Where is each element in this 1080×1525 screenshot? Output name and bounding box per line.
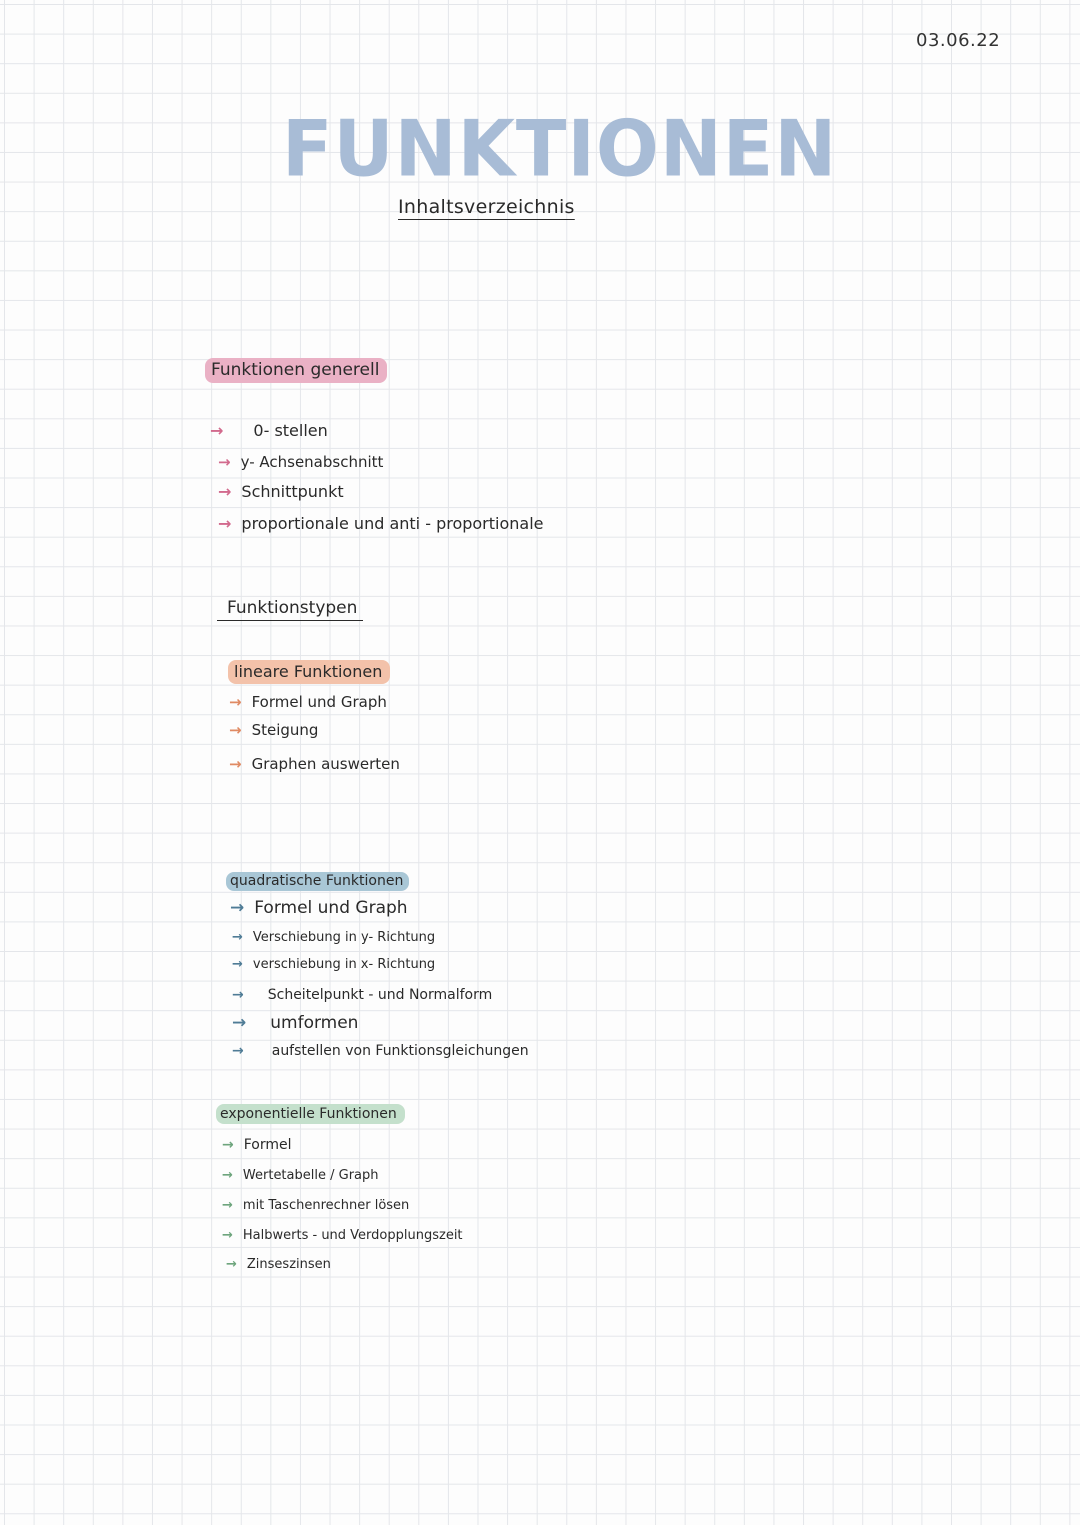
list-item	[222, 1228, 463, 1243]
list-item-label: Graphen auswerten	[251, 755, 400, 773]
arrow-icon: →	[222, 1137, 234, 1153]
arrow-icon: →	[218, 482, 232, 501]
list-item	[218, 514, 544, 533]
list-item	[222, 1137, 292, 1153]
arrow-icon: →	[210, 421, 224, 440]
list-item-label: verschiebung in x- Richtung	[252, 957, 436, 972]
arrow-icon: →	[218, 514, 232, 533]
list-item-label: Steigung	[251, 721, 319, 739]
list-item	[232, 930, 435, 945]
types-heading-label: Funktionstypen	[217, 598, 363, 621]
page-title: FUNKTIONEN	[282, 103, 838, 195]
list-item	[218, 482, 344, 501]
list-item	[210, 421, 328, 440]
list-item-label: umformen	[270, 1013, 359, 1033]
arrow-icon: →	[232, 930, 243, 945]
list-item-label: y- Achsenabschnitt	[240, 453, 384, 471]
arrow-icon: →	[229, 693, 242, 711]
list-item-label: Scheitelpunkt - und Normalform	[267, 987, 493, 1003]
list-item	[229, 721, 318, 739]
list-item	[232, 1013, 358, 1033]
list-item-label: Formel und Graph	[251, 693, 387, 711]
arrow-icon: →	[229, 755, 242, 773]
section-types-heading	[217, 598, 363, 618]
section-exponential-heading	[216, 1103, 405, 1124]
list-item-label: Verschiebung in y- Richtung	[252, 930, 436, 945]
arrow-icon: →	[232, 987, 244, 1003]
arrow-icon: →	[222, 1168, 233, 1183]
list-item-label: Formel und Graph	[254, 898, 408, 918]
list-item	[222, 1168, 379, 1183]
list-item-label: Formel	[243, 1137, 292, 1153]
section-linear-heading	[228, 660, 390, 684]
list-item	[229, 693, 387, 711]
list-item	[222, 1198, 409, 1213]
arrow-icon: →	[218, 453, 231, 471]
list-item	[232, 957, 435, 972]
list-item-label: Wertetabelle / Graph	[242, 1168, 379, 1183]
list-item	[230, 898, 408, 918]
section-quadratic-heading	[226, 870, 409, 891]
arrow-icon: →	[232, 957, 243, 972]
general-heading-label: Funktionen generell	[205, 358, 387, 383]
arrow-icon: →	[222, 1228, 233, 1243]
list-item-label: aufstellen von Funktionsgleichungen	[271, 1043, 529, 1059]
list-item	[218, 453, 383, 471]
arrow-icon: →	[226, 1257, 237, 1272]
list-item-label: mit Taschenrechner lösen	[242, 1198, 410, 1213]
arrow-icon: →	[232, 1013, 247, 1033]
exponential-heading-label: exponentielle Funktionen	[216, 1104, 405, 1124]
arrow-icon: →	[230, 898, 245, 918]
date: 03.06.22	[916, 30, 1001, 51]
list-item-label: 0- stellen	[253, 421, 328, 440]
list-item	[232, 987, 492, 1003]
list-item-label: Schnittpunkt	[241, 482, 344, 501]
arrow-icon: →	[232, 1043, 244, 1059]
list-item-label: Zinseszinsen	[246, 1257, 331, 1272]
list-item	[229, 755, 400, 773]
list-item-label: proportionale und anti - proportionale	[241, 514, 544, 533]
list-item	[226, 1257, 331, 1272]
page-subtitle: Inhaltsverzeichnis	[398, 196, 575, 218]
section-general-heading	[205, 358, 387, 383]
quadratic-heading-label: quadratische Funktionen	[226, 872, 409, 891]
linear-heading-label: lineare Funktionen	[228, 660, 390, 684]
arrow-icon: →	[222, 1198, 233, 1213]
arrow-icon: →	[229, 721, 242, 739]
list-item	[232, 1043, 529, 1059]
list-item-label: Halbwerts - und Verdopplungszeit	[242, 1228, 463, 1243]
